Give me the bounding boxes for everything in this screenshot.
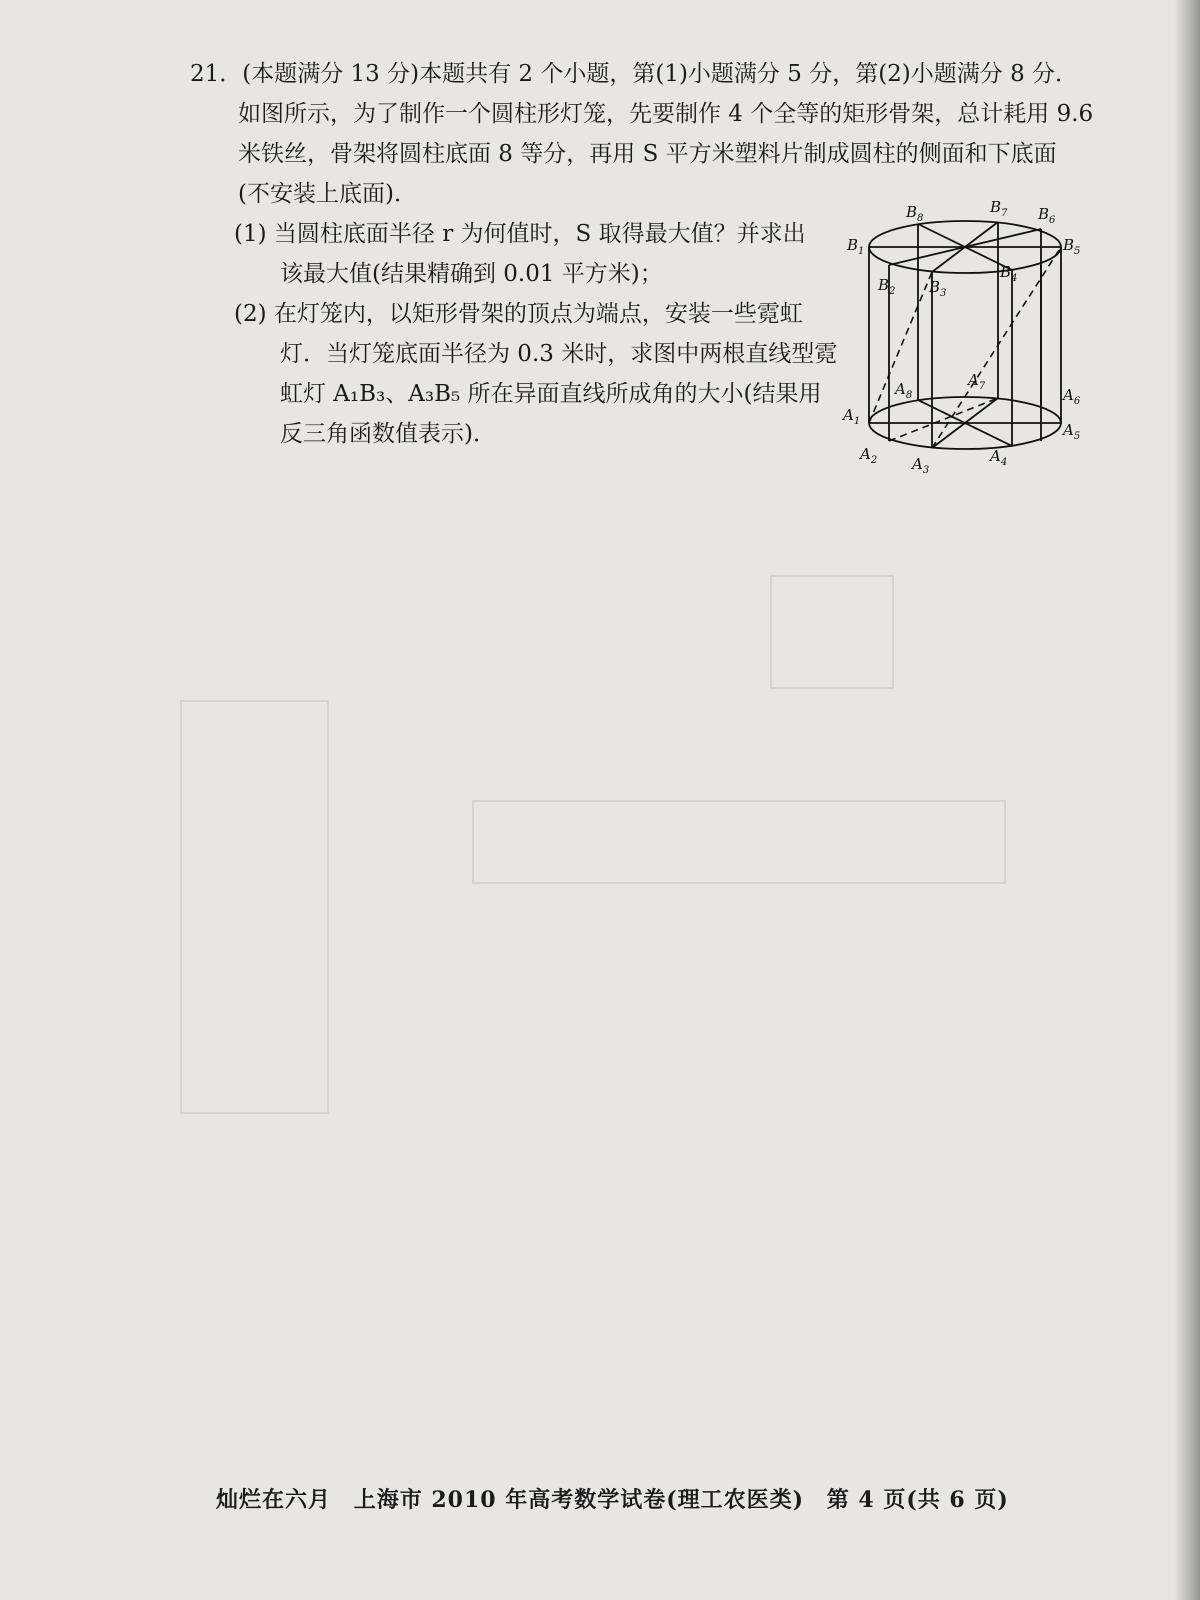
question-1-line-2: 该最大值(结果精确到 0.01 平方米)； xyxy=(280,261,663,287)
bottom-chord-dashed xyxy=(889,398,998,441)
label-a1: $A_1$ xyxy=(843,406,861,427)
label-b2: $B_2$ xyxy=(878,276,896,297)
label-b6: $B_6$ xyxy=(1038,205,1056,226)
bleed-through-flowchart xyxy=(180,700,329,1114)
label-b8: $B_8$ xyxy=(906,203,924,224)
label-a6: $A_6$ xyxy=(1063,386,1081,407)
question-2-line-3: 虹灯 A₁B₃、A₃B₅ 所在异面直线所成角的大小(结果用 xyxy=(280,381,822,407)
problem-stem-line-2: 米铁丝，骨架将圆柱底面 8 等分，再用 S 平方米塑料片制成圆柱的侧面和下底面 xyxy=(238,141,1057,167)
label-a8: $A_8$ xyxy=(895,380,913,401)
label-b7: $B_7$ xyxy=(990,198,1008,219)
label-a2: $A_2$ xyxy=(860,445,878,466)
question-1-line-1: (1) 当圆柱底面半径 r 为何值时，S 取得最大值？并求出 xyxy=(234,221,806,247)
page-footer xyxy=(216,1483,1036,1514)
problem-header: 21．(本题满分 13 分)本题共有 2 个小题，第(1)小题满分 5 分，第(2)小题满分 8 分． xyxy=(190,61,1079,87)
label-b4: $B_4$ xyxy=(1000,263,1018,284)
footer-page-number: 第 4 页(共 6 页) xyxy=(826,1487,1009,1513)
question-2-line-1: (2) 在灯笼内，以矩形骨架的顶点为端点，安装一些霓虹 xyxy=(234,301,803,327)
question-2-line-2: 灯．当灯笼底面半径为 0.3 米时，求图中两根直线型霓 xyxy=(280,341,838,367)
label-a3: $A_3$ xyxy=(912,455,930,476)
label-a5: $A_5$ xyxy=(1063,421,1081,442)
problem-stem-line-1: 如图所示，为了制作一个圆柱形灯笼，先要制作 4 个全等的矩形骨架，总计耗用 9.6 xyxy=(238,101,1094,127)
bleed-through-table xyxy=(472,800,1006,884)
question-2-line-4: 反三角函数值表示)． xyxy=(280,421,496,447)
footer-motto: 灿烂在六月 xyxy=(216,1487,332,1513)
cylinder-diagram xyxy=(840,195,1090,480)
footer-title: 上海市 2010 年高考数学试卷(理工农医类) xyxy=(353,1487,805,1513)
cylinder-lantern-figure xyxy=(840,195,1090,480)
label-b3: $B_3$ xyxy=(929,278,947,299)
label-a4: $A_4$ xyxy=(990,447,1008,468)
question-2 xyxy=(190,294,854,454)
label-b1: $B_1$ xyxy=(847,236,865,257)
bleed-through-matrix xyxy=(770,575,894,689)
label-a7: $A_7$ xyxy=(968,371,986,392)
bottom-ellipse-front xyxy=(869,423,1061,449)
label-b5: $B_5$ xyxy=(1063,236,1081,257)
question-1 xyxy=(190,214,854,294)
page-edge-shadow xyxy=(1174,0,1200,1600)
problem-stem-line-3: (不安装上底面)． xyxy=(238,181,417,207)
bottom-ellipse-back xyxy=(869,397,1061,423)
